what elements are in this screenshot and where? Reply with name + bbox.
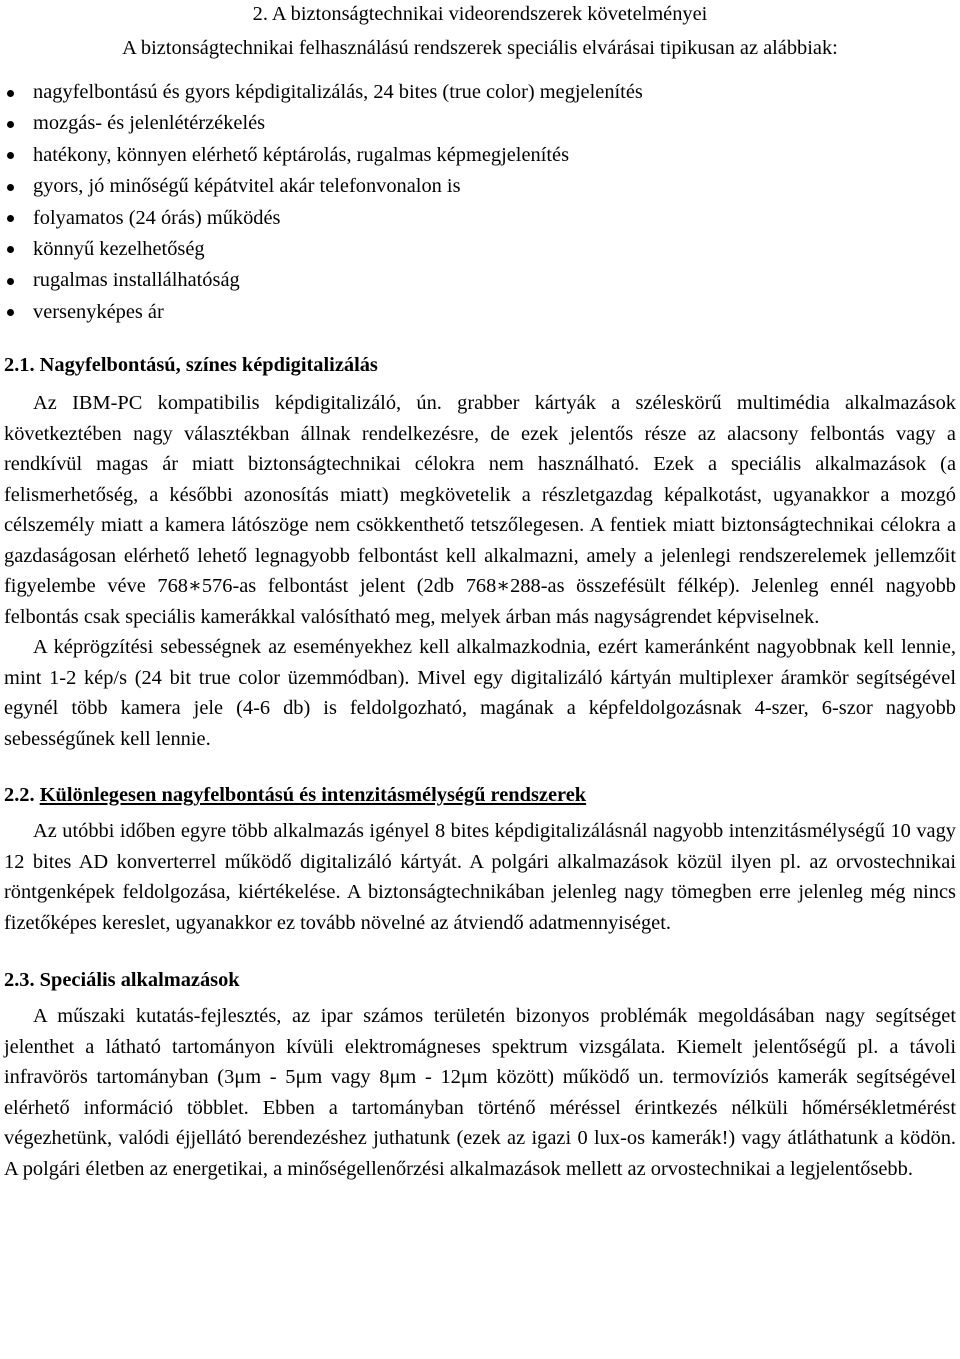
section-intro: A biztonságtechnikai felhasználású rendszerek speciális elvárásai tipikusan az alábbiak: [122, 37, 838, 59]
list-item [4, 203, 956, 234]
bullet-icon [7, 152, 14, 159]
list-item-text: nagyfelbontású és gyors képdigitalizálás, 24 bites (true color) megjelenítés [33, 81, 643, 103]
bullet-icon [7, 278, 14, 285]
list-item [4, 140, 956, 171]
list-item-text: gyors, jó minőségű képátvitel akár telefonvonalon is [33, 175, 461, 198]
subsection-heading-2-3: 2.3. Speciális alkalmazások [4, 969, 240, 992]
paragraph: Az IBM-PC kompatibilis képdigitalizáló, ún. grabber kártyák a széleskörű multimédia alkalmazások következtében nagy választékban állnak rendelkezésre, de ezek jelentős része az alacsony felbontás vagy a rendkívül magas ár miatt biztonságtechnikai célokra nem használható. Ezek a speciális alkalmazások (a felismerhetőség, a későbbi azonosítás miatt) megkövetelik a részletgazdag képalkotást, ugyanakkor a mozgó célszemély miatt a kamera látószöge nem csökkenthető tetszőlegesen. A fentiek miatt biztonságtechnikai célokra a gazdaságosan elérhető lehető legnagyobb felbontást kell alkalmazni, amely a jelenlegi rendszerelemek jellemzőit figyelembe véve 768∗576-as felbontást jelent (2db 768∗288-as összefésült félkép). Jelenleg ennél nagyobb felbontás csak speciális kamerákkal valósítható meg, melyek árban más nagyságrendet képviselnek. [4, 392, 956, 628]
bullet-icon [7, 215, 14, 222]
list-item-text: folyamatos (24 órás) működés [33, 206, 281, 229]
list-item [4, 171, 956, 202]
list-item-text: rugalmas installálhatóság [33, 269, 240, 292]
list-item-text: hatékony, könnyen elérhető képtárolás, rugalmas képmegjelenítés [33, 143, 570, 166]
list-item [4, 108, 956, 139]
subsection-heading-2-1: 2.1. Nagyfelbontású, színes képdigitalizálás [4, 354, 378, 377]
list-item [4, 77, 956, 108]
bullet-icon [7, 90, 14, 97]
bullet-icon [7, 184, 14, 191]
paragraph: Az utóbbi időben egyre több alkalmazás igényel 8 bites képdigitalizálásnál nagyobb intenzitásmélységű 10 vagy 12 bites AD konverterrel működő digitalizáló kártyát. A polgári alkalmazások közül ilyen pl. az orvostechnikai röntgenképek feldolgozása, kiértékelése. A biztonságtechnikában jelenleg nagy tömegben erre jelenleg még nincs fizetőképes kereslet, ugyanakkor ez tovább növelné az átviendő adatmennyiséget. [4, 820, 956, 934]
bullet-icon [7, 121, 14, 128]
bullet-icon [7, 246, 14, 253]
list-item-text: mozgás- és jelenlétérzékelés [33, 112, 266, 135]
heading-number: 2.2. [4, 784, 40, 807]
list-item-text: könnyű kezelhetőség [33, 237, 205, 260]
bullet-icon [7, 309, 14, 316]
list-item [4, 234, 956, 265]
requirements-list [4, 77, 956, 328]
paragraph: A képrögzítési sebességnek az eseményekhez kell alkalmazkodnia, ezért kameránként nagyobbnak kell lennie, mint 1-2 kép/s (24 bit true color üzemmódban). Mivel egy digitalizáló kártyán multiplexer áramkör segítségével egynél több kamera jele (4-6 db) is feldolgozható, magának a képfeldolgozásnak 4-szer, 6-szor nagyobb sebességűnek kell lennie. [4, 636, 956, 750]
list-item [4, 265, 956, 296]
paragraph: A műszaki kutatás-fejlesztés, az ipar számos területén bizonyos problémák megoldásában nagy segítséget jelenthet a látható tartományon kívüli elektromágneses spektrum vizsgálata. Kiemelt jelentőségű pl. a távoli infravörös tartományban (3μm - 5μm vagy 8μm - 12μm között) működő un. termovíziós kamerák segítségével elérhető információ többlet. Ebben a tartományban történő méréssel érintkezés nélküli hőmérsékletmérést végezhetünk, valódi éjjellátó berendezéshez juthatunk (ezek az igazi 0 lux-os kamerák!) vagy átláthatunk a ködön. A polgári életben az energetikai, a minőségellenőrzési alkalmazások mellett az orvostechnikai a legjelentősebb. [4, 1005, 956, 1180]
section-title: 2. A biztonságtechnikai videorendszerek követelményei [252, 3, 708, 25]
heading-text: Különlegesen nagyfelbontású és intenzitásmélységű rendszerek [39, 784, 587, 807]
list-item [4, 297, 956, 328]
subsection-heading-2-2 [4, 780, 956, 810]
document-page [4, 0, 956, 1184]
list-item-text: versenyképes ár [33, 300, 164, 323]
